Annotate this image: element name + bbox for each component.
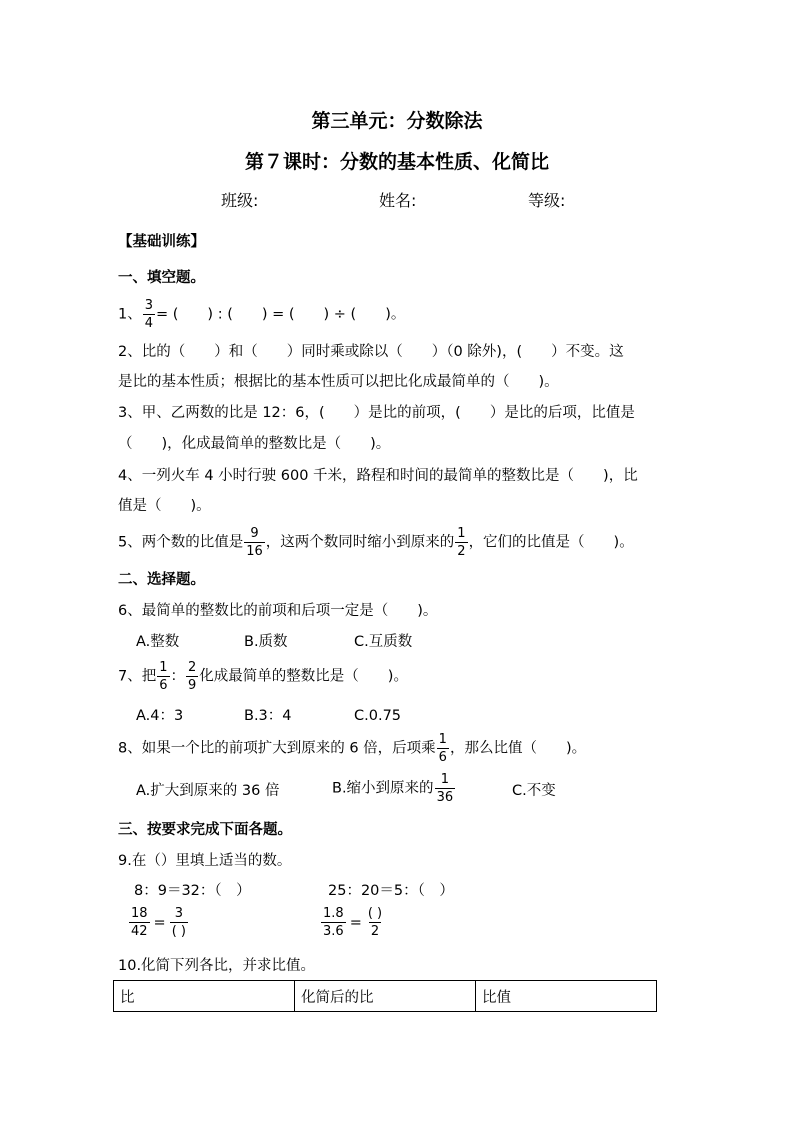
q7-option-a: A.4：3 [136,708,184,724]
question-4-line2: 值是（ )。 [118,498,211,514]
q8-option-b: B.缩小到原来的 $\frac{1}{36}$ [332,772,454,805]
q5-fraction-2: $\frac{1}{2}$ [457,526,466,559]
unit-title: 第三单元：分数除法 [311,110,483,132]
q7-option-c: C.0.75 [354,708,402,724]
grade-label: 等级: [528,191,566,210]
question-3-line1: 3、甲、乙两数的比是 12：6，( ）是比的前项，( ）是比的后项，比值是 [118,405,635,421]
q1-number: 1、 [118,306,142,323]
question-6: 6、最简单的整数比的前项和后项一定是（ )。 [118,603,438,619]
q9-equation-2: 25：20＝5：（ ） [328,883,454,899]
table-header-simplified: 化简后的比 [295,981,476,1012]
q7-fraction-2: $\frac{2}{9}$ [188,660,197,693]
q8-fraction: $\frac{1}{6}$ [438,732,447,765]
question-5: 5、两个数的比值是 $\frac{9}{16}$ ，这两个数同时缩小到原来的 $\frac{1}{2}$ ，它们的比值是（ )。 [118,526,634,559]
lesson-title: 第７课时：分数的基本性质、化简比 [244,151,549,173]
question-2-line1: 2、比的（ ）和（ ）同时乘或除以（ ）（0 除外)，( ）不变。这 [118,344,624,360]
q8-option-c: C.不变 [512,783,556,799]
q9-equation-3: $\frac{18}{42}$ = $\frac{3}{( )}$ [131,906,186,939]
question-7: 7、把 $\frac{1}{6}$ ： $\frac{2}{9}$ 化成最简单的整数比是（ )。 [118,660,408,693]
q1-fraction: $\frac{3}{4}$ [144,298,154,331]
q5-fraction-1: $\frac{9}{16}$ [246,526,263,559]
question-10: 10.化简下列各比，并求比值。 [118,958,316,974]
q7-fraction-1: $\frac{1}{6}$ [159,660,168,693]
q8-option-a: A.扩大到原来的 36 倍 [136,783,280,799]
table-header-value: 比值 [476,981,657,1012]
table-header-ratio: 比 [114,981,295,1012]
question-8: 8、如果一个比的前项扩大到原来的 6 倍，后项乘 $\frac{1}{6}$ ，那么比值（ )。 [118,732,587,765]
question-4-line1: 4、一列火车 4 小时行驶 600 千米，路程和时间的最简单的整数比是（ )，比 [118,468,638,484]
part1-heading: 一、填空题。 [118,270,205,286]
q1-rest: = ( ) : ( ) = ( ) ÷ ( )。 [156,306,406,323]
q6-option-a: A.整数 [136,634,180,650]
name-label: 姓名: [379,191,417,210]
question-1 [118,298,405,331]
q6-option-c: C.互质数 [354,634,413,650]
table-row [114,981,657,1012]
class-label: 班级: [221,191,259,210]
q6-option-b: B.质数 [244,634,288,650]
part3-heading: 三、按要求完成下面各题。 [118,822,292,838]
q10-table [113,980,657,1012]
q7-option-b: B.3：4 [244,708,292,724]
part2-heading: 二、选择题。 [118,572,205,588]
q9-equation-1: 8：9＝32：（ ） [134,883,251,899]
question-2-line2: 是比的基本性质；根据比的基本性质可以把比化成最简单的（ )。 [118,374,559,390]
q8-option-b-fraction: $\frac{1}{36}$ [436,772,454,805]
question-3-line2: （ )，化成最简单的整数比是（ )。 [118,436,391,452]
section-basic-heading: 【基础训练】 [118,234,205,250]
question-9: 9.在（）里填上适当的数。 [118,853,292,869]
q9-equation-4: $\frac{1.8}{3.6}$ = $\frac{( )}{2}$ [323,906,383,939]
